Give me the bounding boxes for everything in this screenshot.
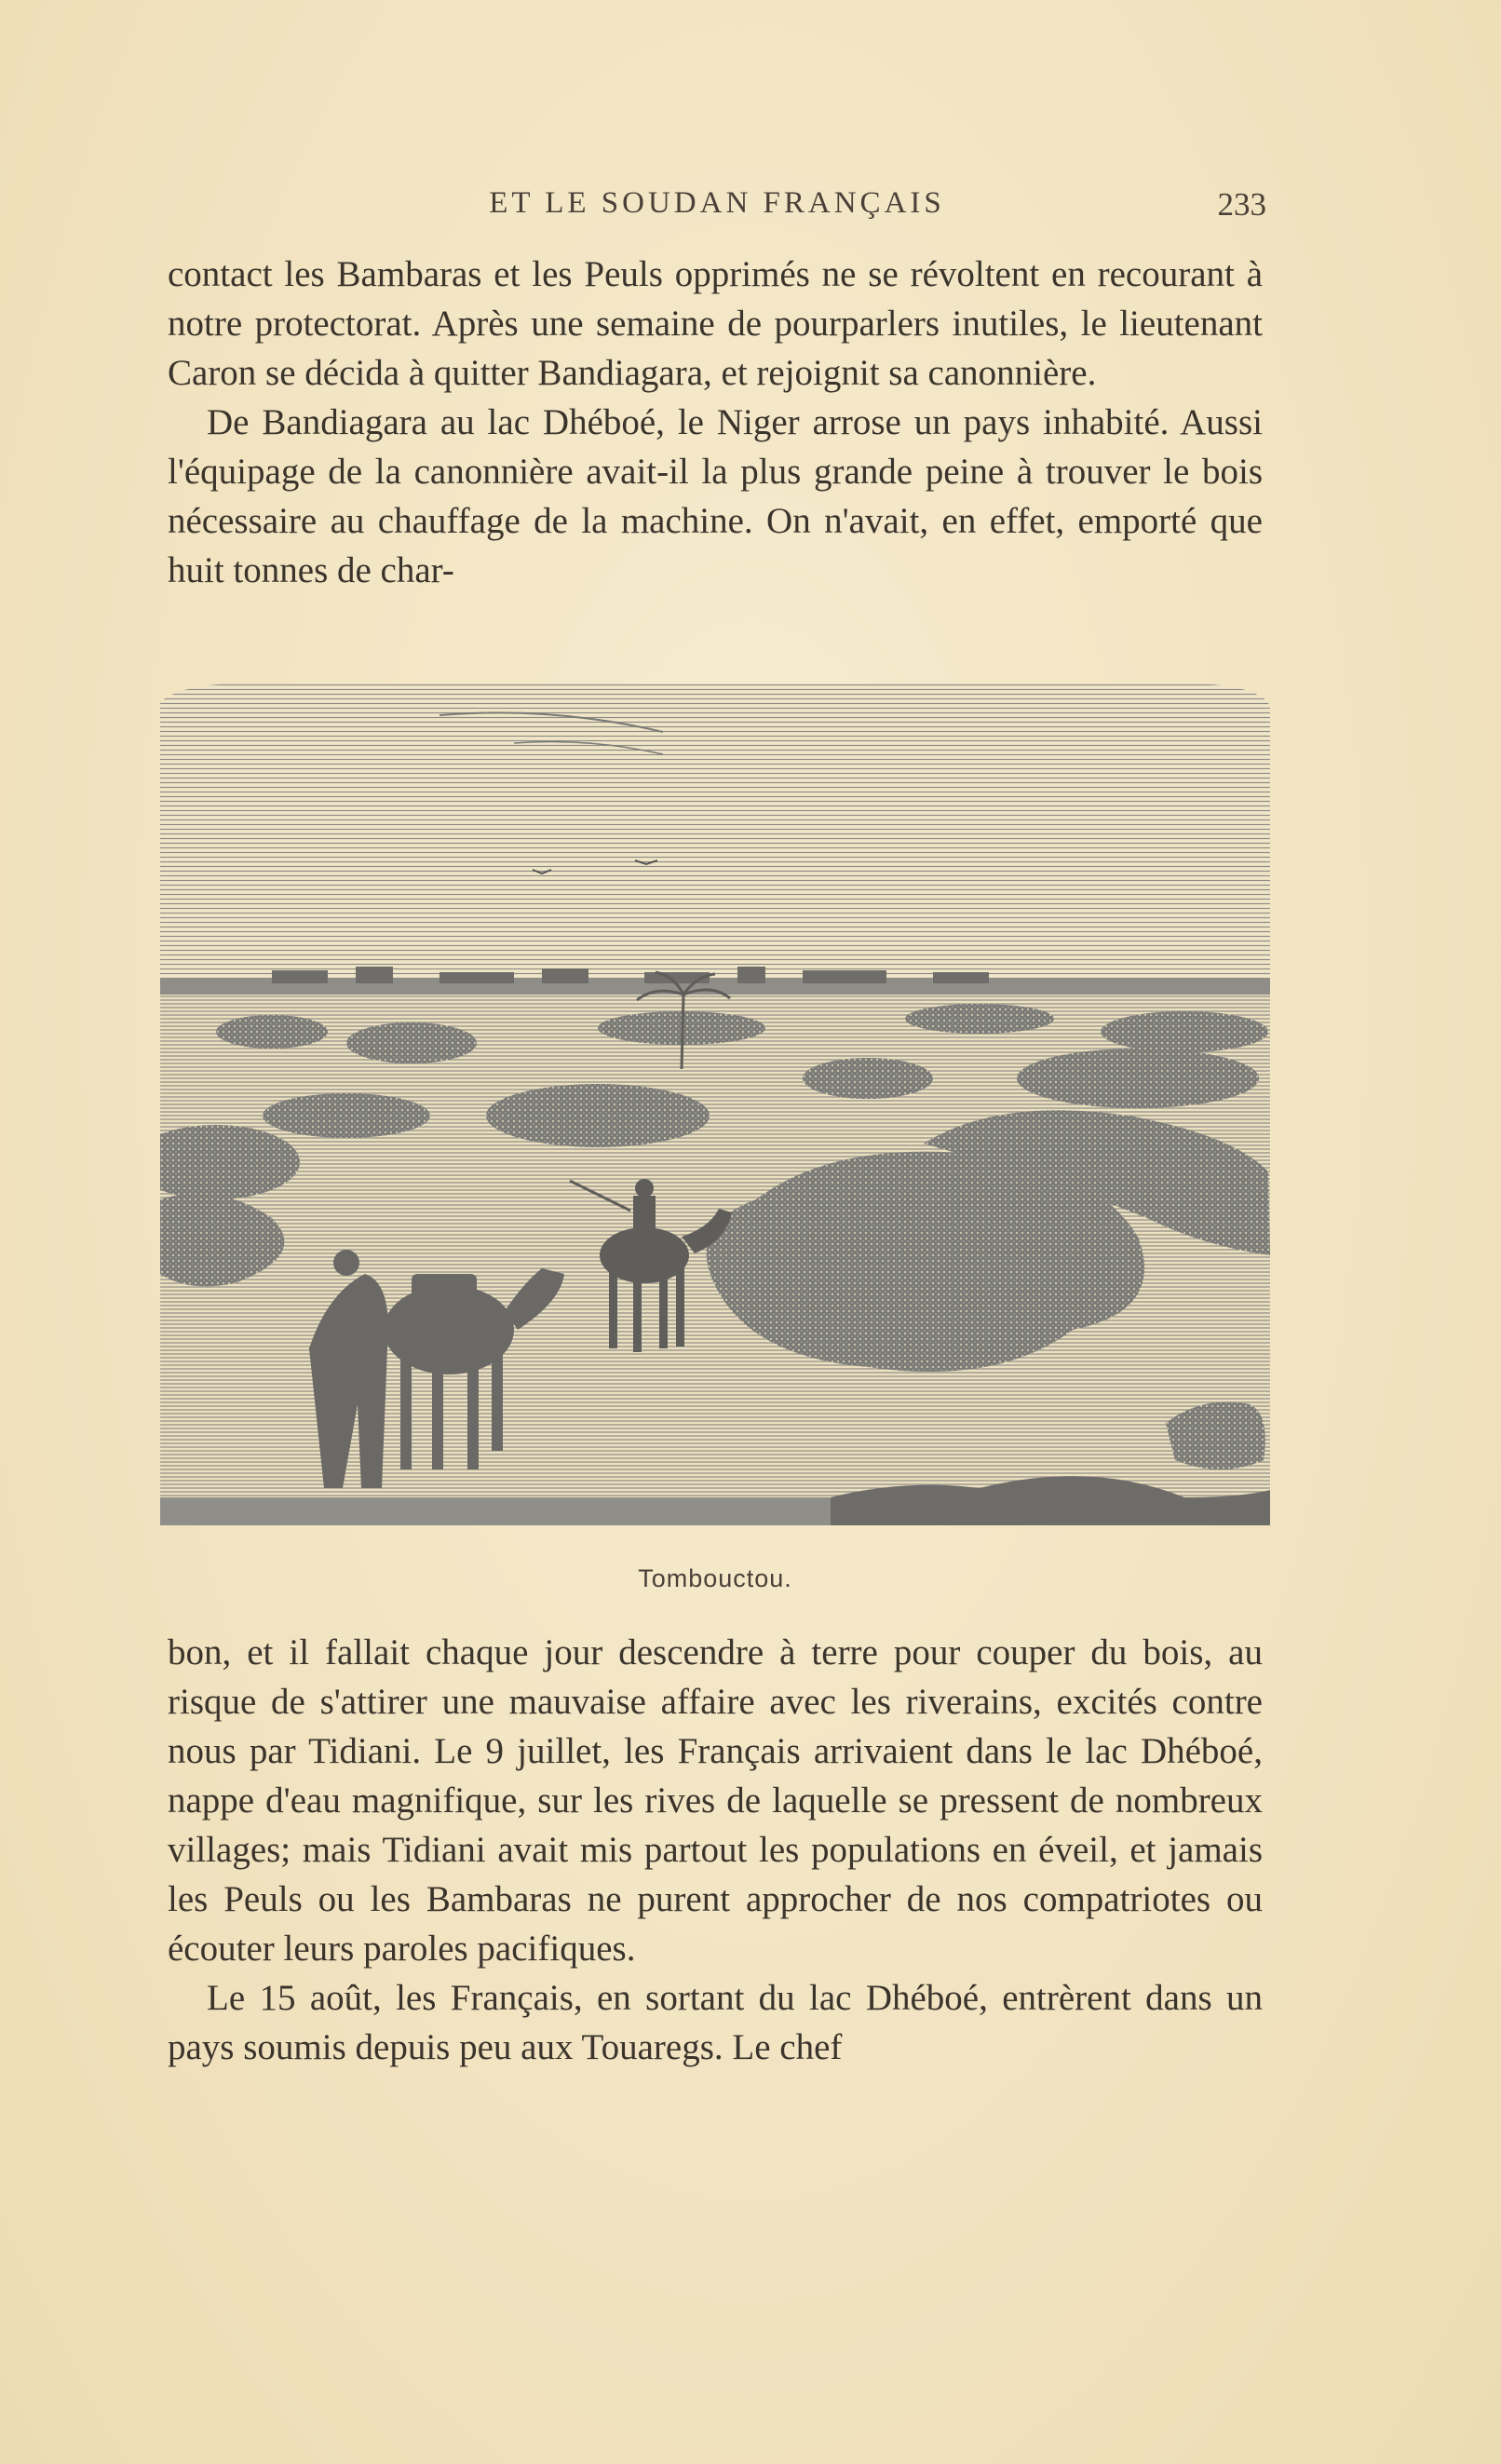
page-number: 233 <box>1217 186 1266 223</box>
engraving-icon <box>160 678 1270 1538</box>
running-head <box>168 186 1266 233</box>
running-title: ET LE SOUDAN FRANÇAIS <box>489 186 945 220</box>
text-block-top <box>168 250 1263 595</box>
paragraph: bon, et il fallait chaque jour descendre à terre pour couper du bois, au risque de s'attirer une mauvaise affaire avec les riverains, excités contre nous par Tidiani. Le 9 juillet, les Français arrivaient dans le lac Dhéboé, nappe d'eau magnifique, sur les rives de laquelle se pressent de nombreux villages; mais Tidiani avait mis partout les populations en éveil, et jamais les Peuls ou les Bambaras ne purent approcher de nos compatriotes ou écouter leurs paroles pacifiques. <box>168 1632 1263 1969</box>
paragraph: contact les Bambaras et les Peuls opprimés ne se révoltent en recourant à notre protectorat. Après une semaine de pourparlers inutiles, le lieutenant Caron se décida à quitter Bandiagara, et rejoignit sa canonnière. <box>168 254 1263 393</box>
engraving-illustration <box>160 678 1270 1538</box>
paragraph: De Bandiagara au lac Dhéboé, le Niger arrose un pays inhabité. Aussi l'équipage de la canonnière avait-il la plus grande peine à trouver le bois nécessaire au chauffage de la machine. On n'avait, en effet, emporté que huit tonnes de char- <box>168 402 1263 590</box>
figure-caption: Tombouctou. <box>638 1564 792 1592</box>
text-block-bottom <box>168 1628 1263 2072</box>
paragraph: Le 15 août, les Français, en sortant du lac Dhéboé, entrèrent dans un pays soumis depuis peu aux Touaregs. Le chef <box>168 1978 1263 2067</box>
